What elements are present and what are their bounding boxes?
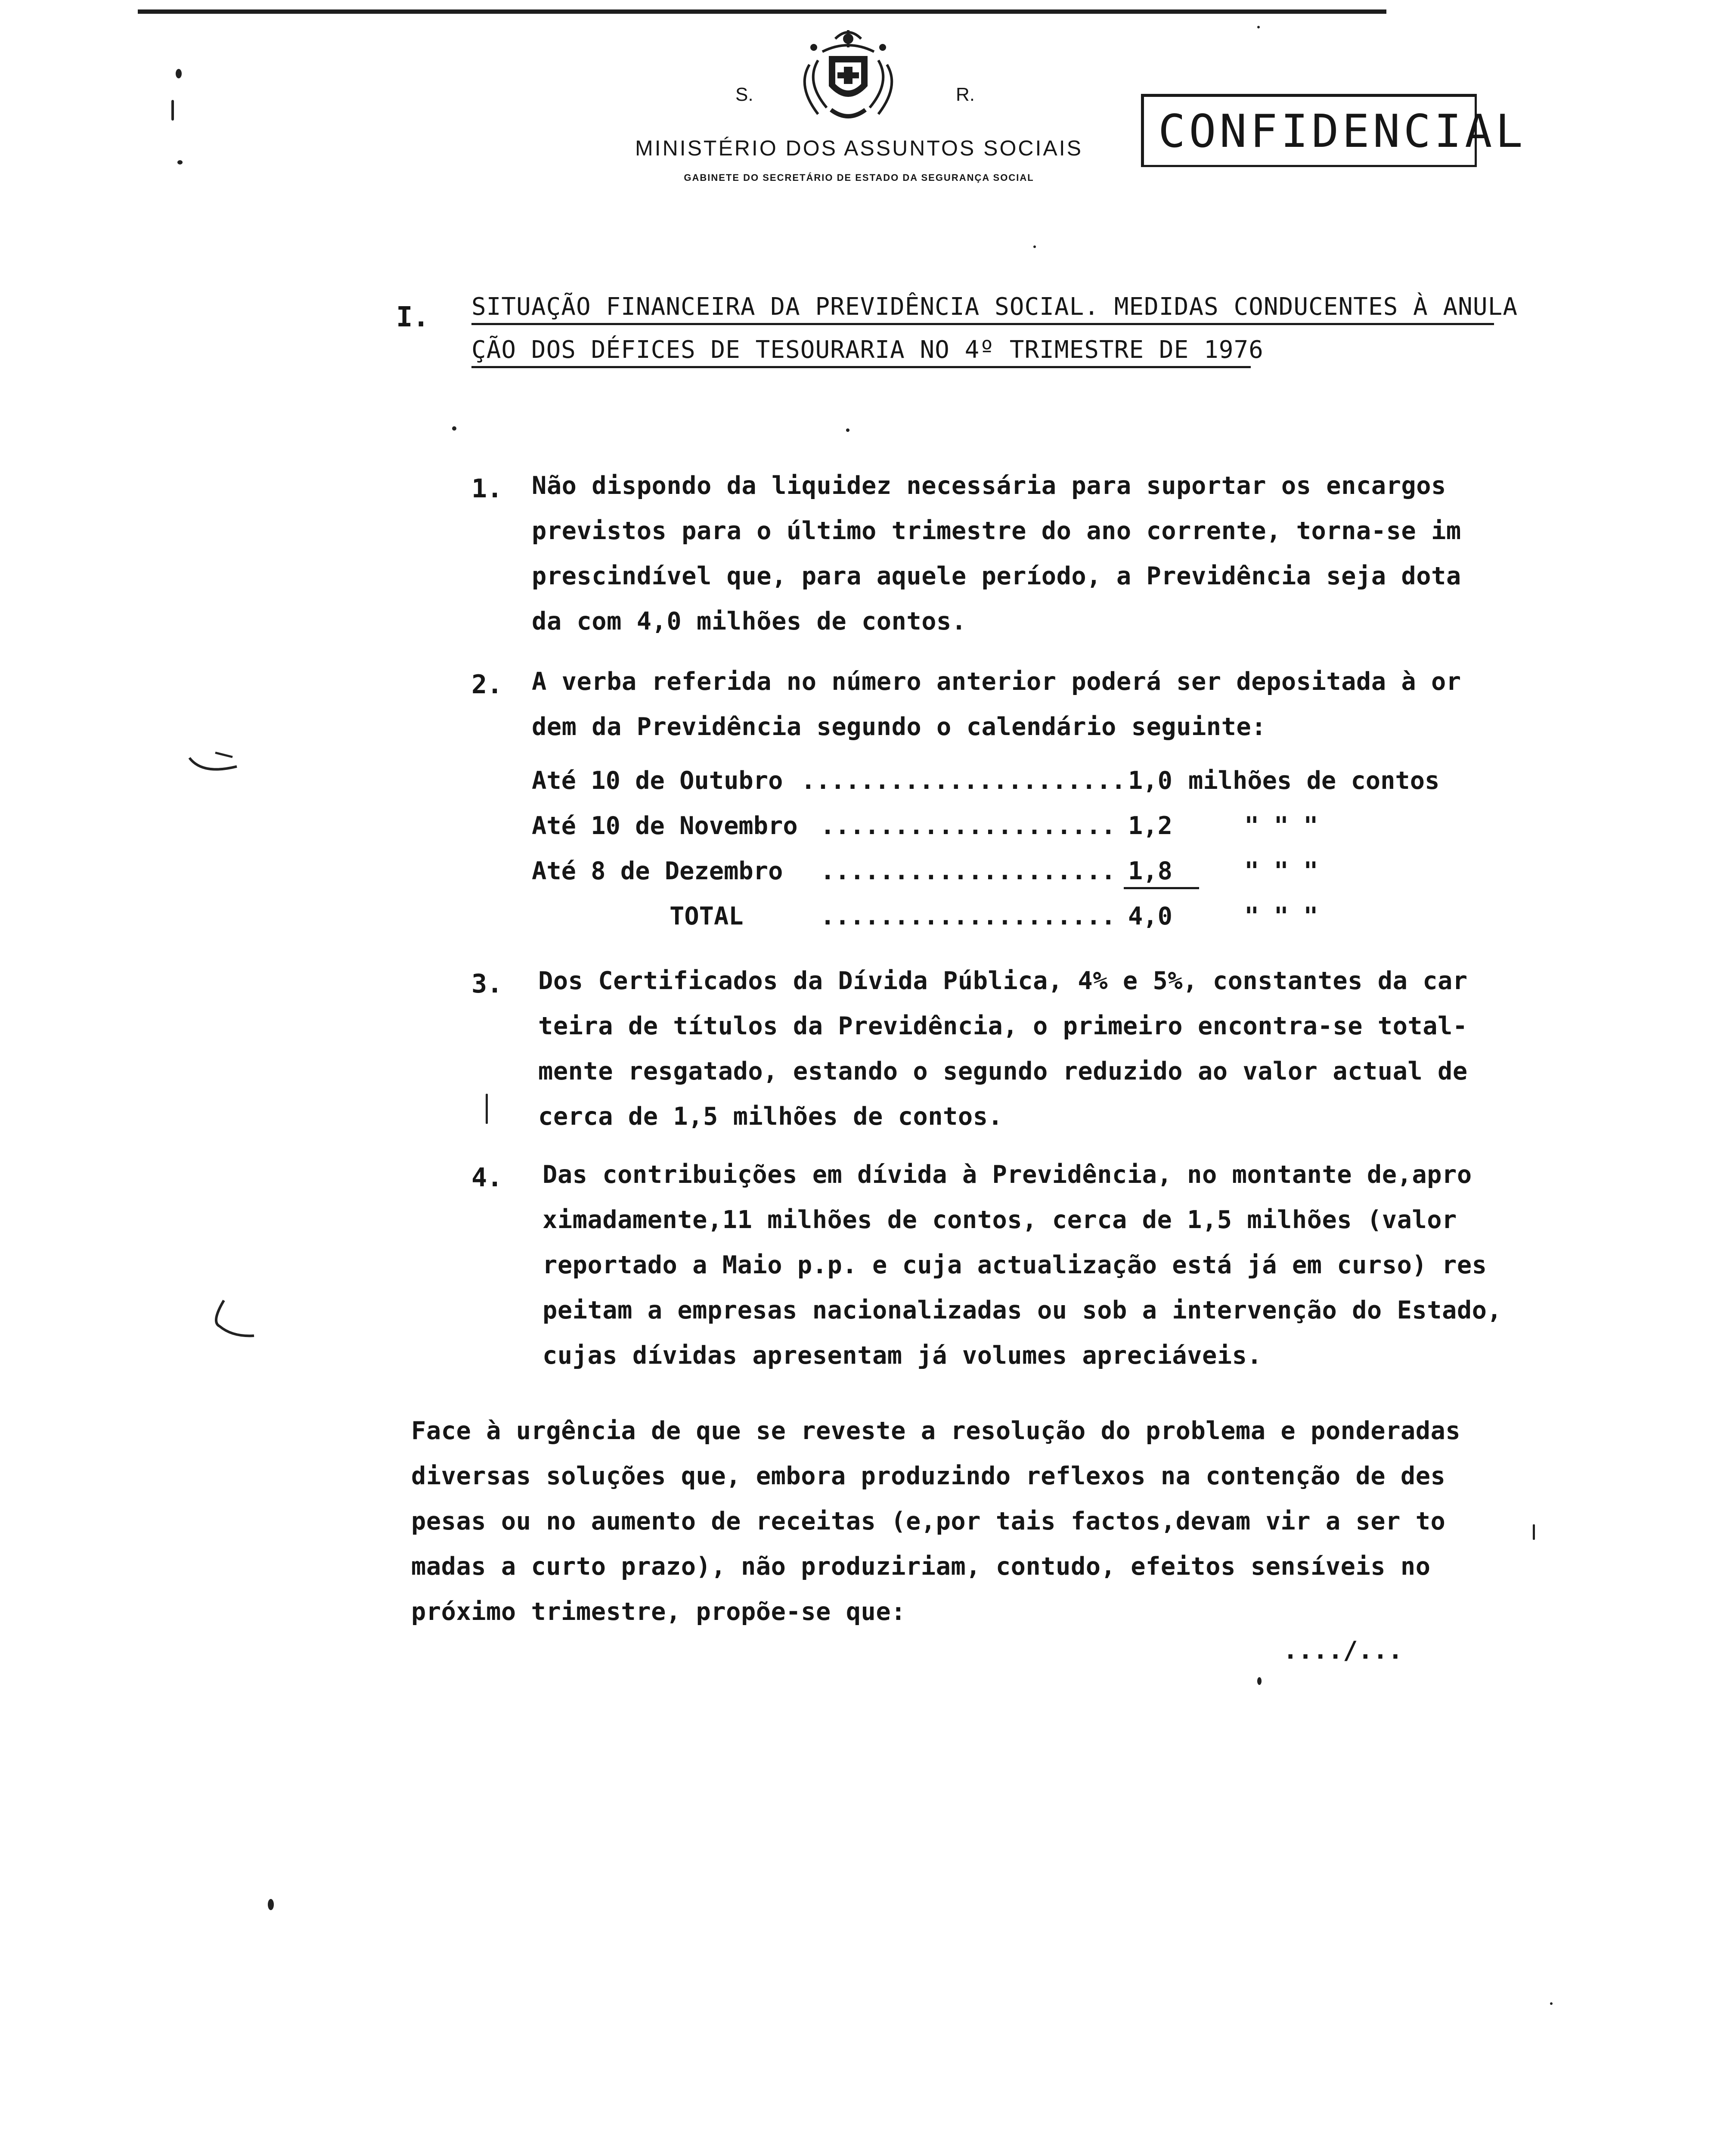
item-3-line-2: teira de títulos da Previdência, o primeiro encontra-se total- <box>538 1012 1468 1040</box>
scan-speck <box>1257 1677 1262 1685</box>
scan-top-edge-line <box>138 9 1386 14</box>
confidential-stamp: CONFIDENCIAL <box>1158 105 1526 158</box>
schedule-row-label: Até 10 de Novembro <box>532 812 798 840</box>
section-title-line-1: SITUAÇÃO FINANCEIRA DA PREVIDÊNCIA SOCIAL. MEDIDAS CONDUCENTES À ANULA <box>471 293 1518 321</box>
schedule-row-unit: " " " <box>1244 857 1318 885</box>
item-1-line-4: da com 4,0 milhões de contos. <box>532 607 967 636</box>
item-2-line-1: A verba referida no número anterior poderá ser depositada à or <box>532 667 1461 696</box>
schedule-row-value: 1,2 <box>1128 812 1172 840</box>
schedule-row-label: Até 8 de Dezembro <box>532 857 783 885</box>
schedule-row-value: 1,8 <box>1128 857 1172 885</box>
scan-speck <box>1550 2002 1553 2005</box>
scan-speck <box>268 1899 274 1910</box>
title-underline-1 <box>471 323 1494 325</box>
scan-speck <box>1533 1524 1535 1540</box>
item-4-line-4: peitam a empresas nacionalizadas ou sob a intervenção do Estado, <box>542 1296 1502 1325</box>
item-1-line-1: Não dispondo da liquidez necessária para suportar os encargos <box>532 472 1446 500</box>
letterhead-r: R. <box>956 84 975 105</box>
item-4-line-1: Das contribuições em dívida à Previdência, no montante de,apro <box>542 1160 1472 1189</box>
schedule-row-unit: " " " <box>1244 902 1318 931</box>
schedule-row-dots: .................... <box>820 812 1116 840</box>
cabinet-name: GABINETE DO SECRETÁRIO DE ESTADO DA SEGURANÇA SOCIAL <box>684 172 1034 183</box>
item-3-line-4: cerca de 1,5 milhões de contos. <box>538 1102 1003 1131</box>
closing-line-1: Face à urgência de que se reveste a resolução do problema e ponderadas <box>411 1417 1461 1445</box>
scan-speck <box>1033 245 1036 248</box>
closing-line-2: diversas soluções que, embora produzindo reflexos na contenção de des <box>411 1462 1446 1490</box>
section-numeral: I. <box>396 301 430 333</box>
coat-of-arms-crest <box>779 22 917 129</box>
closing-line-3: pesas ou no aumento de receitas (e,por tais factos,devam vir a ser to <box>411 1507 1446 1536</box>
item-number: 3. <box>471 969 503 999</box>
schedule-row-dots: .................... <box>820 902 1116 931</box>
schedule-row-dots: ...................... <box>801 766 1126 795</box>
item-4-line-3: reportado a Maio p.p. e cuja actualização está já em curso) res <box>542 1251 1487 1279</box>
item-3-line-1: Dos Certificados da Dívida Pública, 4% e 5%, constantes da car <box>538 967 1468 995</box>
item-3-line-3: mente resgatado, estando o segundo reduzido ao valor actual de <box>538 1057 1468 1086</box>
scan-speck <box>1257 26 1260 28</box>
margin-bracket-mark <box>207 1296 258 1339</box>
margin-bracket-mark <box>185 749 241 779</box>
item-number: 4. <box>471 1163 503 1193</box>
item-1-line-2: previstos para o último trimestre do ano corrente, torna-se im <box>532 517 1461 545</box>
item-number: 1. <box>471 474 503 504</box>
schedule-row-dots: .................... <box>820 857 1116 885</box>
schedule-row-label: Até 10 de Outubro <box>532 766 783 795</box>
continuation-mark: ..../... <box>1283 1636 1403 1665</box>
scan-speck <box>452 426 456 431</box>
schedule-row-unit: " " " <box>1244 812 1318 840</box>
item-4-line-5: cujas dívidas apresentam já volumes apreciáveis. <box>542 1341 1262 1370</box>
scan-speck <box>177 160 183 164</box>
item-number: 2. <box>471 670 503 700</box>
item-1-line-3: prescindível que, para aquele período, a Previdência seja dota <box>532 562 1461 590</box>
schedule-row-value: 1,0 <box>1128 766 1172 795</box>
scan-speck <box>486 1094 488 1124</box>
closing-line-5: próximo trimestre, propõe-se que: <box>411 1598 906 1626</box>
closing-line-4: madas a curto prazo), não produziriam, contudo, efeitos sensíveis no <box>411 1552 1431 1581</box>
subtotal-underline <box>1124 887 1199 889</box>
schedule-row-unit: milhões de contos <box>1188 766 1440 795</box>
ministry-name: MINISTÉRIO DOS ASSUNTOS SOCIAIS <box>635 136 1083 160</box>
item-4-line-2: ximadamente,11 milhões de contos, cerca de 1,5 milhões (valor <box>542 1206 1457 1234</box>
scan-speck <box>846 428 849 432</box>
letterhead-s: S. <box>735 84 753 105</box>
scan-speck <box>171 100 174 121</box>
schedule-total-value: 4,0 <box>1128 902 1172 931</box>
schedule-total-label: TOTAL <box>670 902 744 931</box>
scan-speck <box>176 69 182 78</box>
item-2-line-2: dem da Previdência segundo o calendário seguinte: <box>532 713 1267 741</box>
section-title-line-2: ÇÃO DOS DÉFICES DE TESOURARIA NO 4º TRIMESTRE DE 1976 <box>471 336 1264 364</box>
title-underline-2 <box>471 366 1251 368</box>
